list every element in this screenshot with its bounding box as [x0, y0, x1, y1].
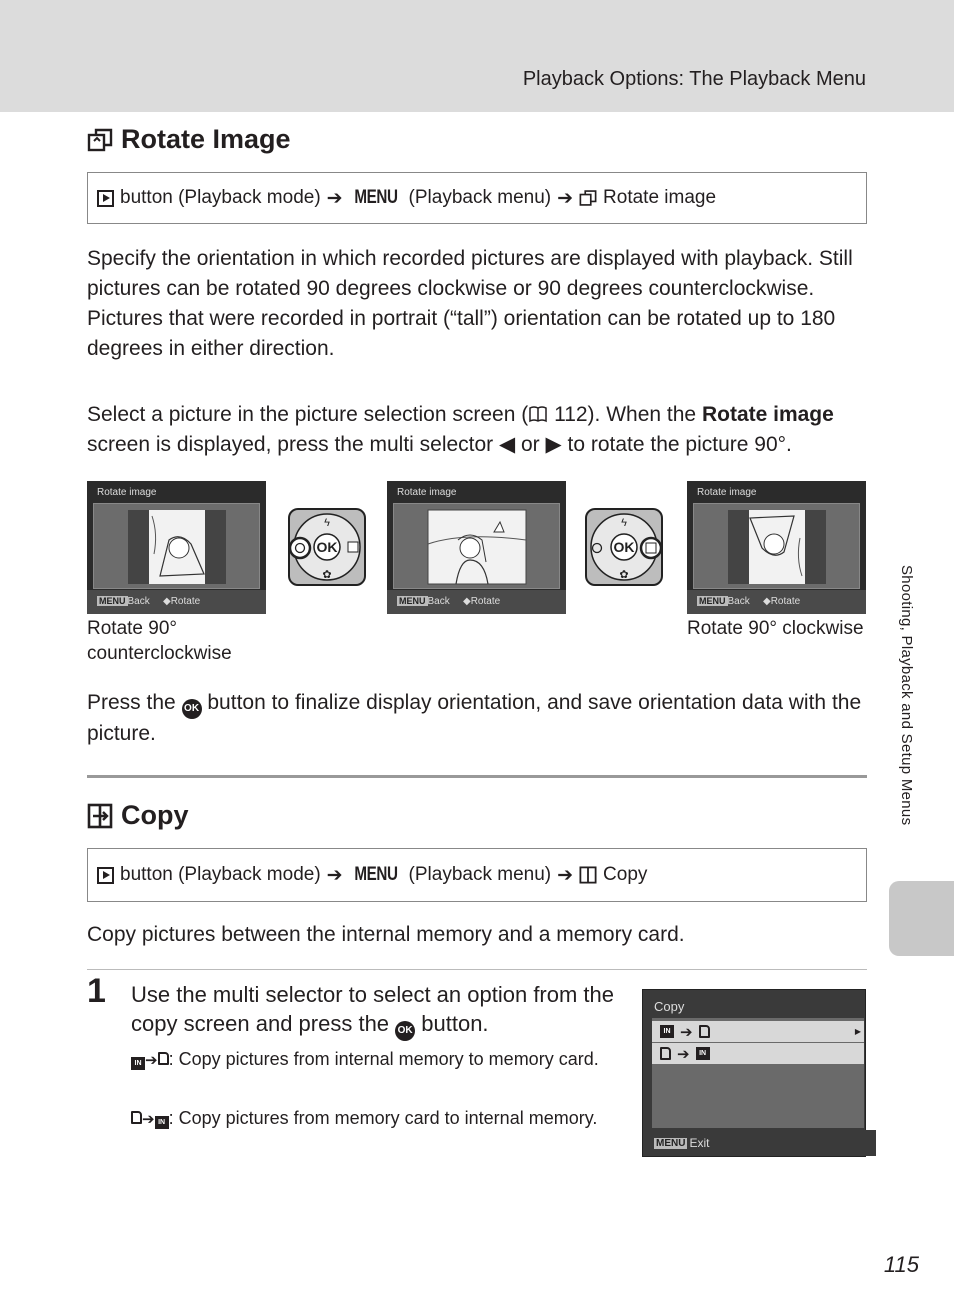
rotate-menu-path: button (Playback mode) ➔ MENU (Playback menu) ➔ Rotate image [87, 172, 867, 224]
screen-bottom-bar: MENU Back ◆Rotate [687, 590, 866, 614]
rotate-finalize: Press the OK button to finalize display orientation, and save orientation data with the picture. [87, 691, 862, 745]
screen-bottom-bar: MENU Back ◆Rotate [387, 590, 566, 614]
internal-memory-icon: IN [660, 1025, 674, 1038]
memory-card-icon [158, 1052, 169, 1065]
copy-screen-bottom-bar: MENU Exit [643, 1130, 876, 1156]
multi-selector-left [288, 508, 366, 586]
rotate-instructions: Select a picture in the picture selection screen ( 112). When the Rotate image screen is displayed, press the multi selector ◀ or ▶ to rotate the picture 90°. [87, 403, 834, 456]
right-triangle-icon: ▶ [545, 433, 562, 456]
book-icon [528, 405, 548, 423]
rotate-screen-original: Rotate image MENU Back ◆Rotate [387, 481, 566, 614]
caption-counterclockwise: Rotate 90° counterclockwise [87, 618, 232, 664]
preview-frame [93, 503, 260, 589]
copy-option-internal-to-card[interactable] [652, 1021, 864, 1042]
svg-text:✿: ✿ [619, 569, 629, 581]
svg-text:ϟ: ϟ [621, 517, 627, 529]
preview-frame [693, 503, 860, 589]
playback-button-icon [97, 867, 114, 884]
memory-card-icon [131, 1111, 142, 1124]
left-right-icon: ◆ [163, 596, 171, 607]
copy-menu-path: button (Playback mode) ➔ MENU (Playback menu) ➔ Copy [87, 848, 867, 902]
copy-icon [87, 803, 113, 829]
section-divider [87, 775, 867, 778]
ok-button-icon: OK [395, 1021, 415, 1041]
rotate-icon [579, 189, 597, 207]
side-tab [889, 881, 954, 956]
side-tab-label: Shooting, Playback and Setup Menus [898, 565, 915, 826]
copy-icon [579, 866, 597, 884]
option-internal-to-card: IN ➔ : Copy pictures from internal memory to memory card. [131, 1047, 621, 1073]
option-card-to-internal: ➔ IN : Copy pictures from memory card to internal memory. [131, 1106, 621, 1132]
rotate-screen-ccw: Rotate image MENU Back ◆Rotate [87, 481, 266, 614]
multi-selector-right [585, 508, 663, 586]
copy-screen: Copy IN ➔ ▶ ➔ IN MENU Exit [642, 989, 866, 1157]
arrow-right-icon: ➔ [142, 1111, 155, 1128]
left-right-icon: ◆ [763, 596, 771, 607]
rotate-heading: Rotate Image [87, 124, 291, 155]
header-title: Playback Options: The Playback Menu [522, 68, 866, 90]
internal-memory-icon: IN [696, 1047, 710, 1060]
step-instruction: Use the multi selector to select an option from the copy screen and press the OK button. [131, 980, 621, 1041]
internal-memory-icon: IN [131, 1057, 145, 1070]
left-right-icon: ◆ [463, 596, 471, 607]
menu-word: MENU [353, 864, 398, 885]
arrow-right-icon: ➔ [557, 864, 574, 886]
rotate-description: Specify the orientation in which recorded pictures are displayed with playback. Still pictures can be rotated 90 degrees clockwise or 90 degrees counterclockwise. Pictures that were recorded in portrait (“tall”) orientation can be rotated up to 180 degrees in either direction. [87, 247, 853, 360]
chevron-right-icon: ▶ [854, 1027, 861, 1036]
rotate-icon [87, 127, 113, 153]
arrow-right-icon: ➔ [326, 187, 343, 209]
internal-memory-icon: IN [155, 1116, 169, 1129]
arrow-right-icon: ➔ [557, 187, 574, 209]
ok-button-icon: OK [182, 699, 202, 719]
portrait-photo-rotated-cw [694, 504, 859, 588]
svg-text:OK: OK [316, 539, 338, 555]
svg-text:OK: OK [613, 539, 635, 555]
left-triangle-icon: ◀ [499, 433, 516, 456]
step-divider [87, 969, 867, 970]
portrait-photo [394, 504, 559, 588]
arrow-right-icon: ➔ [145, 1052, 158, 1069]
menu-word: MENU [353, 187, 398, 208]
memory-card-icon [699, 1025, 710, 1038]
arrow-right-icon: ➔ [680, 1023, 693, 1041]
caption-clockwise: Rotate 90° clockwise [687, 618, 864, 639]
portrait-photo-rotated-ccw [94, 504, 259, 588]
playback-button-icon [97, 190, 114, 207]
preview-frame [393, 503, 560, 589]
page-header [0, 0, 954, 112]
copy-option-card-to-internal[interactable] [652, 1043, 864, 1064]
memory-card-icon [660, 1047, 671, 1060]
arrow-right-icon: ➔ [677, 1045, 690, 1063]
svg-text:ϟ: ϟ [324, 517, 330, 529]
page-number: 115 [883, 1252, 919, 1277]
screen-bottom-bar: MENU Back ◆Rotate [87, 590, 266, 614]
copy-intro: Copy pictures between the internal memory and a memory card. [87, 923, 685, 946]
arrow-right-icon: ➔ [326, 864, 343, 886]
svg-text:✿: ✿ [322, 569, 332, 581]
step-number: 1 [87, 972, 106, 1010]
copy-heading: Copy [87, 800, 189, 831]
rotate-screen-cw: Rotate image MENU Back ◆Rotate [687, 481, 866, 614]
